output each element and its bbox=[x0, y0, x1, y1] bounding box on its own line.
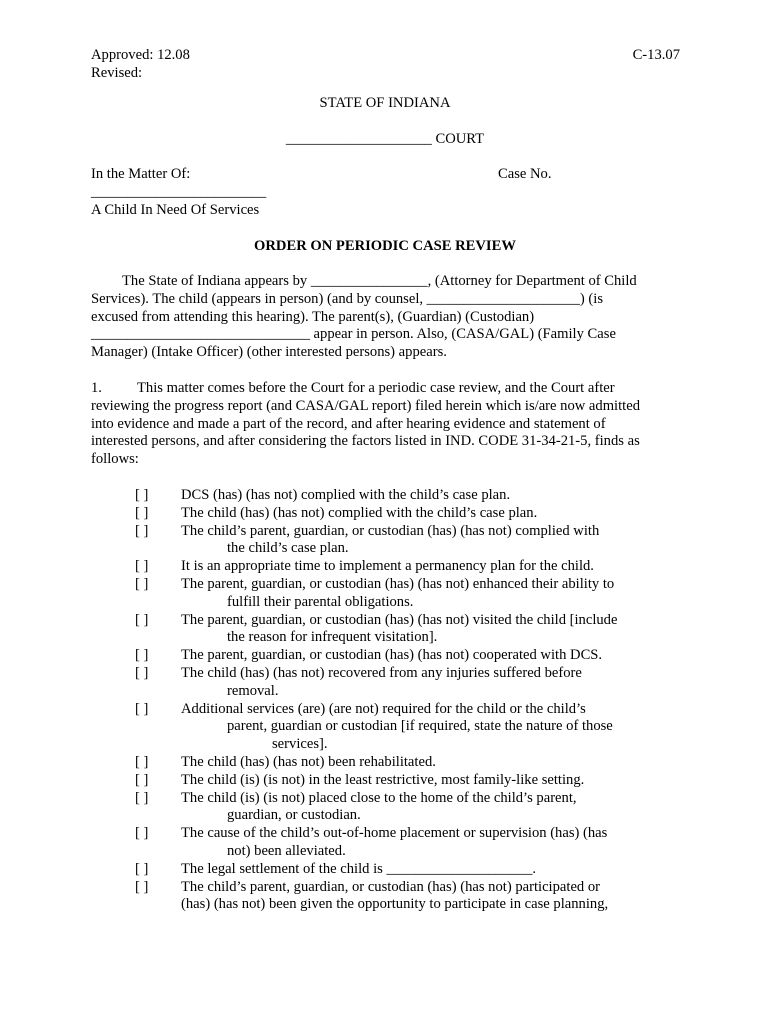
checklist-item-text: not) been alleviated. bbox=[227, 842, 346, 859]
checkbox[interactable]: [ ] bbox=[135, 878, 149, 895]
checklist-item bbox=[135, 558, 675, 576]
findings-checklist bbox=[135, 487, 675, 914]
checkbox[interactable]: [ ] bbox=[135, 789, 149, 806]
checklist-item-text: removal. bbox=[227, 682, 279, 699]
checklist-item-text: services]. bbox=[272, 736, 328, 753]
checklist-item-text: The legal settlement of the child is ____________________. bbox=[181, 860, 537, 877]
checklist-item bbox=[135, 612, 675, 648]
checklist-item-text: The parent, guardian, or custodian (has) (has not) visited the child [include bbox=[181, 611, 618, 628]
checkbox[interactable]: [ ] bbox=[135, 558, 149, 575]
checklist-item-text: The child’s parent, guardian, or custodian (has) (has not) participated or bbox=[181, 878, 601, 895]
checkbox[interactable]: [ ] bbox=[135, 664, 149, 681]
checkbox[interactable]: [ ] bbox=[135, 522, 149, 539]
checklist-item-text: The child (has) (has not) recovered from any injuries suffered before bbox=[181, 664, 582, 681]
checklist-item-text: Additional services (are) (are not) required for the child or the child’s bbox=[181, 700, 586, 717]
checklist-item-text: (has) (has not) been given the opportunity to participate in case planning, bbox=[181, 896, 609, 913]
checklist-item-text: The cause of the child’s out-of-home placement or supervision (has) (has bbox=[181, 825, 608, 842]
finding-line: This matter comes before the Court for a periodic case review, and the Court after bbox=[137, 380, 615, 396]
approved-date: Approved: 12.08 bbox=[91, 47, 190, 63]
checklist-item bbox=[135, 772, 675, 790]
checkbox[interactable]: [ ] bbox=[135, 860, 149, 877]
intro-line: Services). The child (appears in person) (and by counsel, _____________________) (is bbox=[91, 290, 604, 307]
form-number: C-13.07 bbox=[632, 47, 680, 63]
checklist-item bbox=[135, 647, 675, 665]
checklist-item-text: The child (is) (is not) in the least restrictive, most family-like setting. bbox=[181, 771, 585, 788]
finding-line: into evidence and made a part of the record, and after hearing evidence and statement of bbox=[91, 415, 606, 432]
case-number-label: Case No. bbox=[498, 166, 552, 182]
matter-label: In the Matter Of: bbox=[91, 166, 191, 182]
court-heading: ____________________ COURT bbox=[285, 131, 485, 147]
checklist-item bbox=[135, 665, 675, 701]
checklist-item bbox=[135, 790, 675, 826]
checklist-item-text: guardian, or custodian. bbox=[227, 807, 361, 824]
document-title: ORDER ON PERIODIC CASE REVIEW bbox=[254, 238, 516, 254]
checklist-item-text: It is an appropriate time to implement a permanency plan for the child. bbox=[181, 558, 594, 575]
intro-line: excused from attending this hearing). The parent(s), (Guardian) (Custodian) bbox=[91, 308, 535, 325]
revised-label: Revised: bbox=[91, 64, 143, 81]
checkbox[interactable]: [ ] bbox=[135, 771, 149, 788]
checklist-item-text: The child’s parent, guardian, or custodian (has) (has not) complied with bbox=[181, 522, 600, 539]
checklist-item-text: the child’s case plan. bbox=[227, 540, 349, 557]
checklist-item bbox=[135, 879, 675, 915]
state-heading: STATE OF INDIANA bbox=[319, 95, 451, 111]
checklist-item bbox=[135, 861, 675, 879]
checklist-item bbox=[135, 825, 675, 861]
child-name-blank: ________________________ bbox=[91, 184, 267, 200]
intro-paragraph bbox=[91, 273, 681, 362]
checklist-item-text: The child (is) (is not) placed close to the home of the child’s parent, bbox=[181, 789, 577, 806]
checklist-item-text: The parent, guardian, or custodian (has) (has not) enhanced their ability to bbox=[181, 575, 615, 592]
checklist-item-text: The child (has) (has not) complied with the child’s case plan. bbox=[181, 504, 538, 521]
checklist-item bbox=[135, 505, 675, 523]
checklist-item-text: fulfill their parental obligations. bbox=[227, 593, 414, 610]
finding-line: interested persons, and after considering the factors listed in IND. CODE 31-34-21-5, finds as bbox=[91, 433, 640, 450]
finding-line: reviewing the progress report (and CASA/GAL report) filed herein which is/are now admitted bbox=[91, 397, 640, 414]
checklist-item-text: the reason for infrequent visitation]. bbox=[227, 629, 438, 646]
intro-line: ______________________________ appear in person. Also, (CASA/GAL) (Family Case bbox=[91, 326, 616, 343]
checklist-item-text: The parent, guardian, or custodian (has) (has not) cooperated with DCS. bbox=[181, 647, 603, 664]
intro-line: Manager) (Intake Officer) (other interested persons) appears. bbox=[91, 344, 447, 361]
checklist-item bbox=[135, 754, 675, 772]
checkbox[interactable]: [ ] bbox=[135, 825, 149, 842]
finding-number: 1. bbox=[91, 380, 102, 396]
finding-paragraph-1 bbox=[91, 380, 681, 469]
form-header-left bbox=[91, 47, 190, 83]
child-label: A Child In Need Of Services bbox=[91, 202, 260, 218]
checkbox[interactable]: [ ] bbox=[135, 647, 149, 664]
checklist-item-text: The child (has) (has not) been rehabilitated. bbox=[181, 753, 436, 770]
checklist-item bbox=[135, 701, 675, 754]
checklist-item bbox=[135, 523, 675, 559]
intro-line: The State of Indiana appears by ________________, (Attorney for Department of Child bbox=[122, 273, 637, 289]
checklist-item-text: DCS (has) (has not) complied with the child’s case plan. bbox=[181, 487, 511, 503]
checkbox[interactable]: [ ] bbox=[135, 611, 149, 628]
checklist-item-text: parent, guardian or custodian [if required, state the nature of those bbox=[227, 718, 613, 735]
checklist-item bbox=[135, 487, 675, 505]
checkbox[interactable]: [ ] bbox=[135, 487, 149, 503]
checkbox[interactable]: [ ] bbox=[135, 700, 149, 717]
checkbox[interactable]: [ ] bbox=[135, 575, 149, 592]
checkbox[interactable]: [ ] bbox=[135, 753, 149, 770]
checkbox[interactable]: [ ] bbox=[135, 504, 149, 521]
finding-line: follows: bbox=[91, 451, 139, 468]
checklist-item bbox=[135, 576, 675, 612]
